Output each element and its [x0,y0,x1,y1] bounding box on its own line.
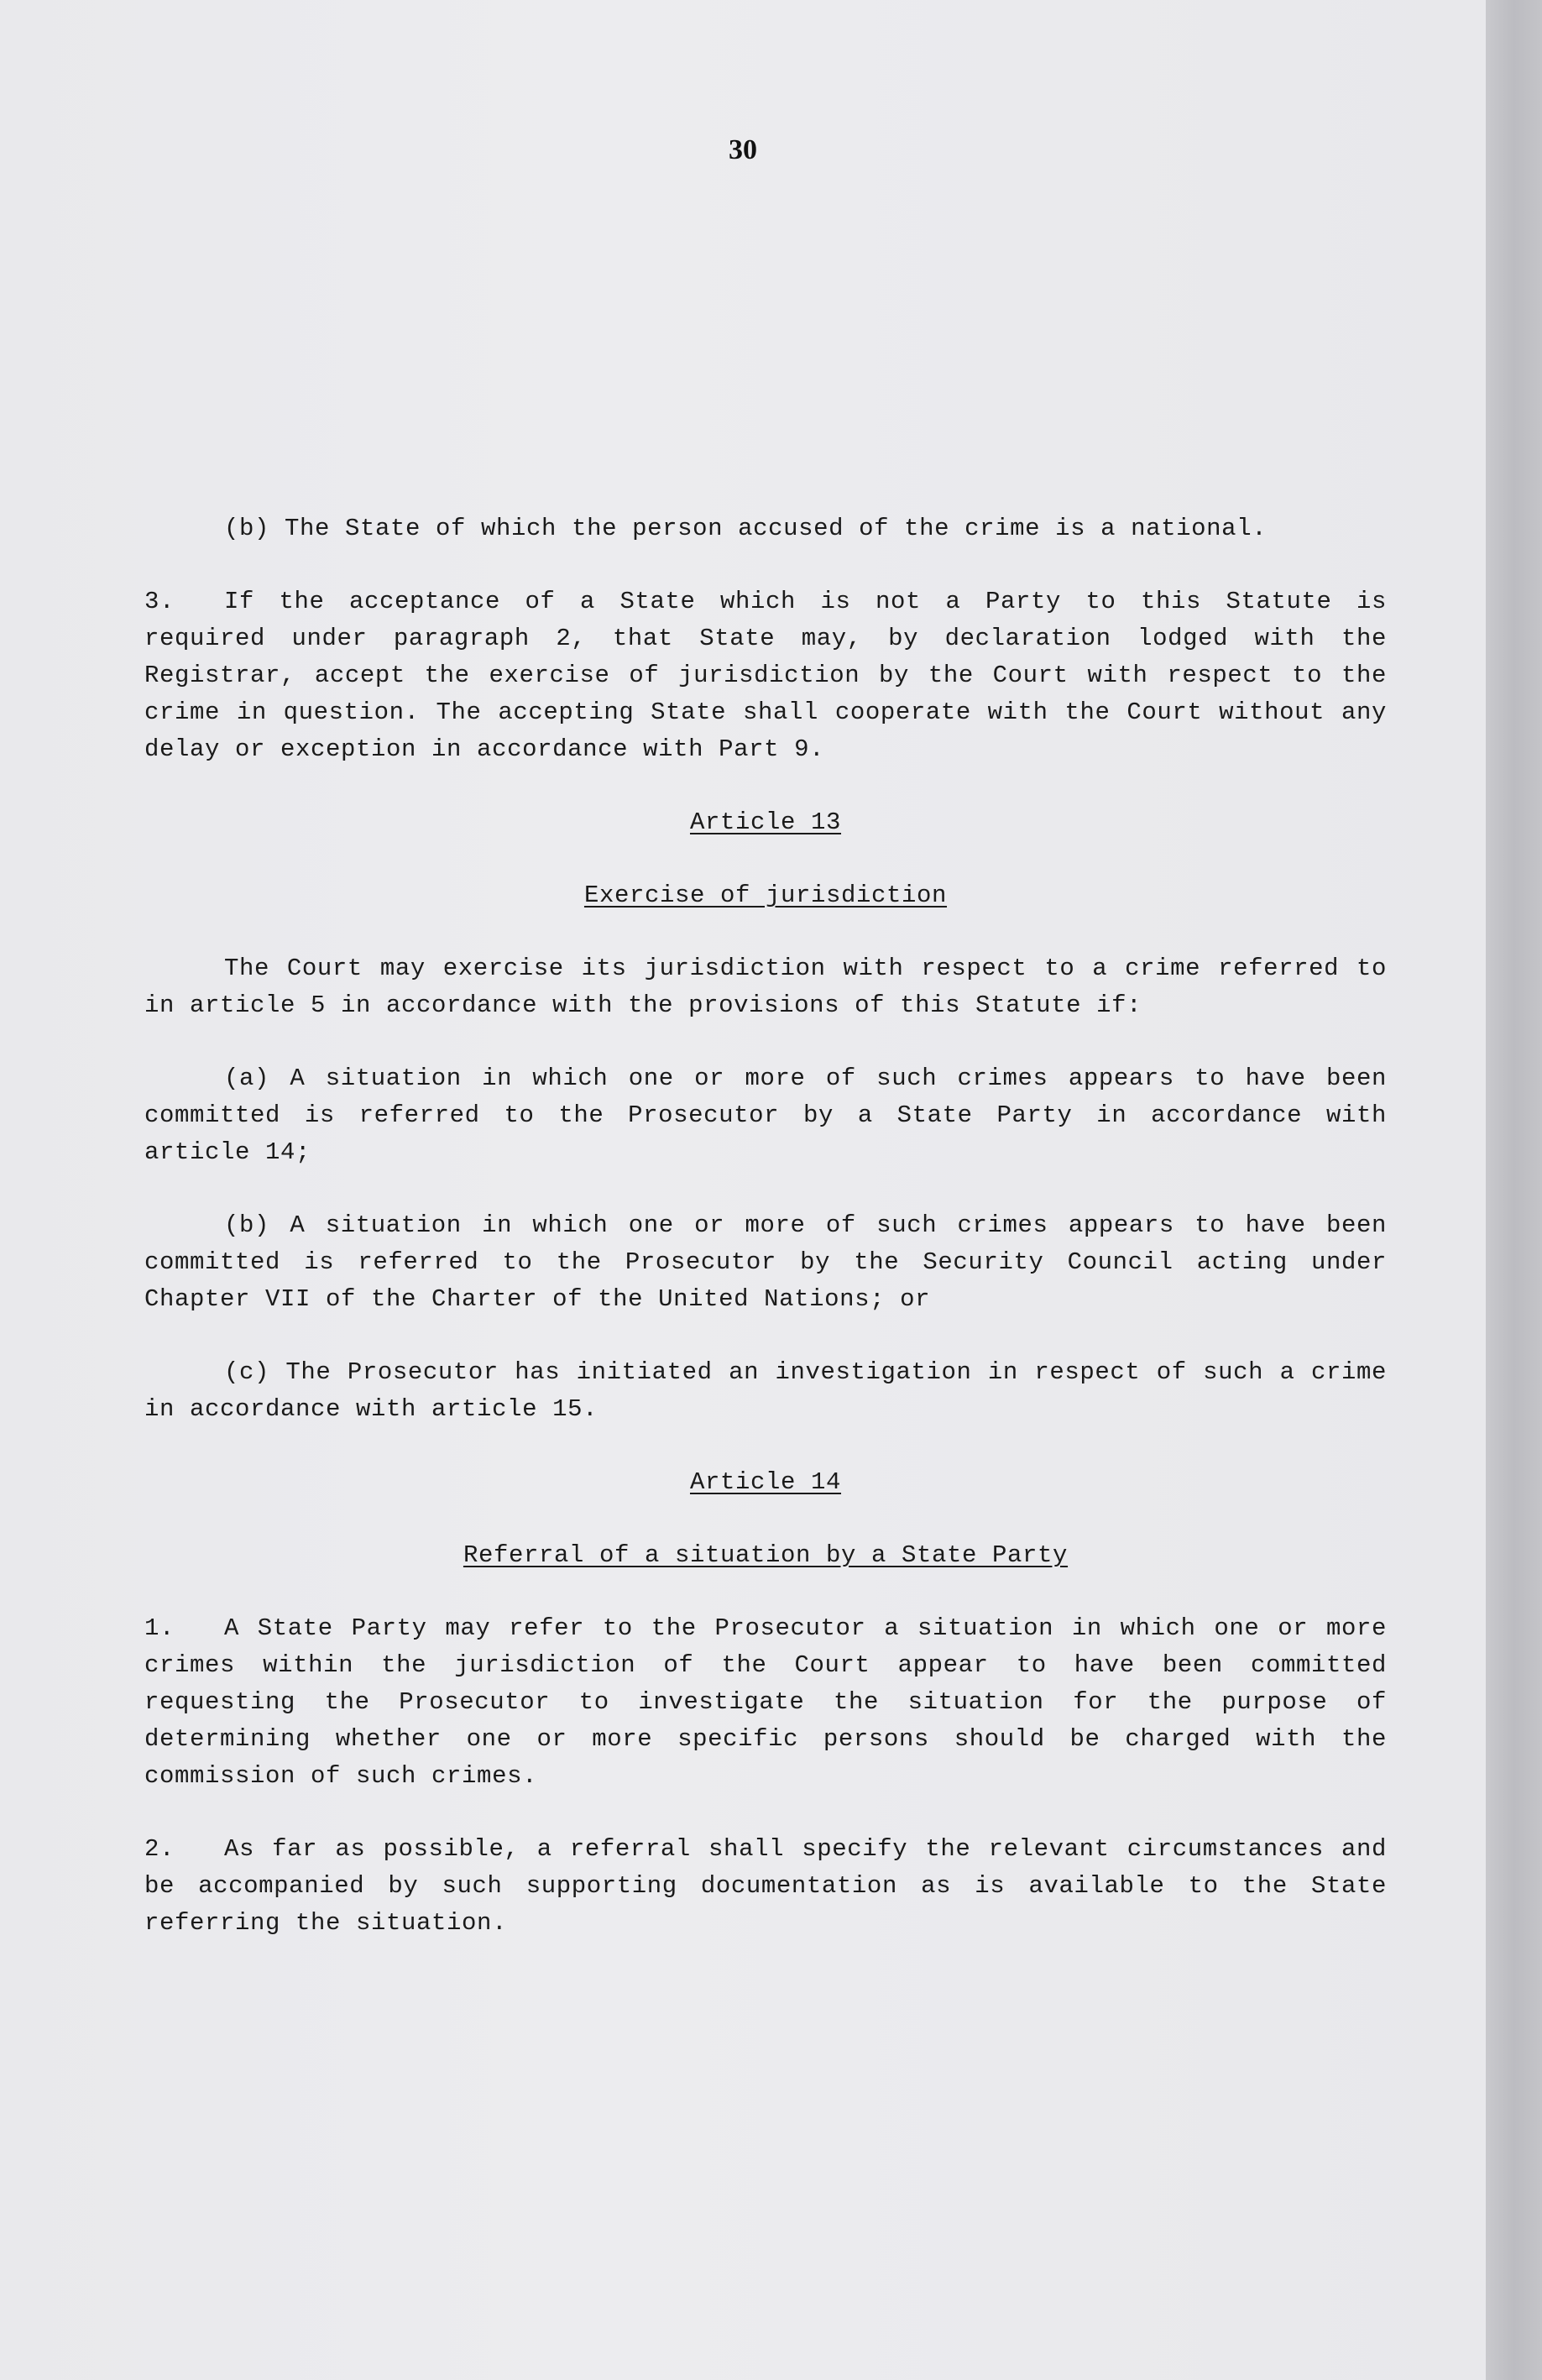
paragraph-3 [144,583,1387,768]
paragraph-text: A State Party may refer to the Prosecutor a situation in which one or more crimes within the jurisdiction of the Court appear to have been committed requesting the Prosecutor to investigate the situation for the purpose of determining whether one or more specific persons should be charged with the commission of such crimes. [144,1614,1387,1790]
paragraph-number: 3. [144,588,175,615]
article-13-intro: The Court may exercise its jurisdiction with respect to a crime referred to in article 5 in accordance with the provisions of this Statute if: [144,955,1387,1019]
article-13-heading: Article 13 [689,808,842,836]
document-body [144,510,1387,1978]
page-number: 30 [729,134,757,165]
paragraph-text: If the acceptance of a State which is not a Party to this Statute is required under paragraph 2, that State may, by declaration lodged with the Registrar, accept the exercise of jurisdiction by the Court with respect to the crime in question. The accepting State shall cooperate with the Court without any delay or exception in accordance with Part 9. [144,588,1387,763]
page-edge [1486,0,1542,2380]
paragraph-text: As far as possible, a referral shall specify the relevant circumstances and be accompanied by such supporting documentation as is available to the State referring the situation. [144,1835,1387,1937]
paragraph-2b: (b) The State of which the person accused of the crime is a national. [224,515,1268,542]
article-13-item-b: (b) A situation in which one or more of such crimes appears to have been committed is referred to the Prosecutor by the Security Council acting under Chapter VII of the Charter of the United Nations; or [144,1211,1387,1313]
article-13-title: Exercise of jurisdiction [583,881,948,909]
article-14-paragraph-1 [144,1610,1387,1795]
article-14-paragraph-2 [144,1831,1387,1942]
paragraph-number: 2. [144,1835,175,1863]
article-13-item-a: (a) A situation in which one or more of such crimes appears to have been committed is referred to the Prosecutor by a State Party in accordance with article 14; [144,1064,1387,1166]
article-13-item-c: (c) The Prosecutor has initiated an investigation in respect of such a crime in accordance with article 15. [144,1358,1387,1423]
paragraph-number: 1. [144,1614,175,1642]
article-14-title: Referral of a situation by a State Party [463,1541,1069,1569]
article-14-heading: Article 14 [689,1468,842,1496]
